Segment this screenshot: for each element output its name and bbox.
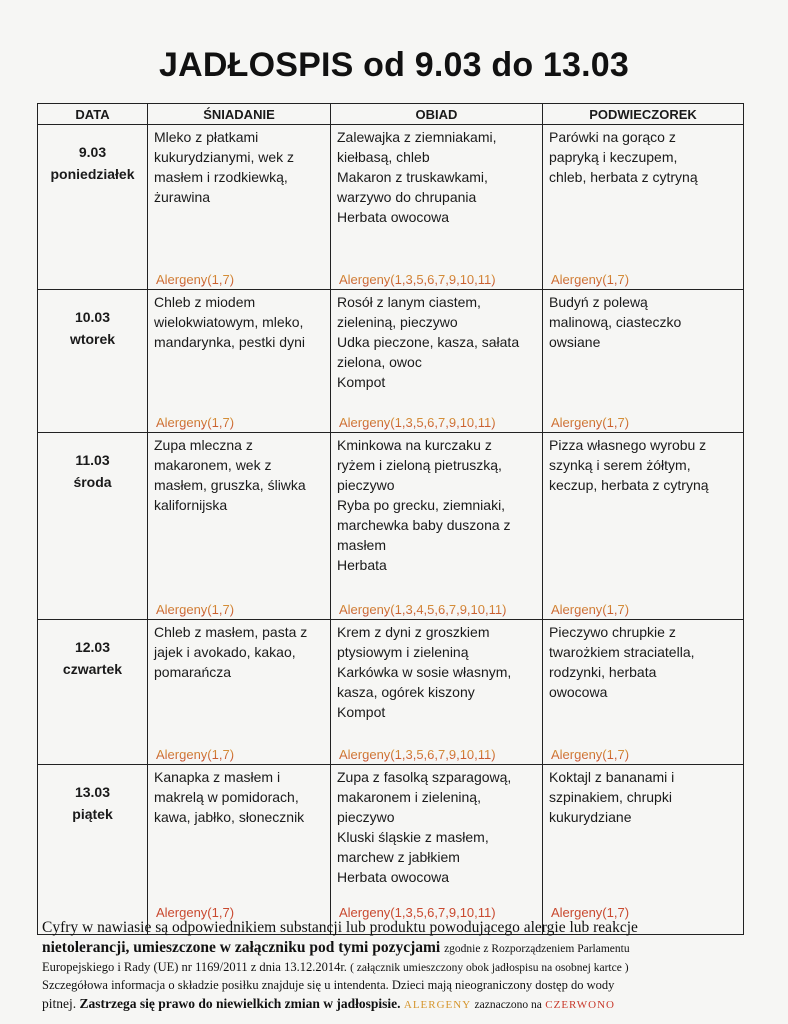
breakfast-text: Zupa mleczna z makaronem, wek z masłem, gruszka, śliwka kalifornijska <box>154 437 306 513</box>
snack-text: Parówki na gorąco z papryką i keczupem, chleb, herbata z cytryną <box>549 129 698 185</box>
weekday: czwartek <box>62 661 123 677</box>
snack-allergens: Alergeny(1,7) <box>551 272 630 287</box>
day-row-tuesday <box>38 290 744 433</box>
snack-cell <box>543 765 744 935</box>
lunch-text: Zupa z fasolką szparagową, makaronem i zieleniną, pieczywo Kluski śląskie z masłem, marchew z jabłkiem Herbata owocowa <box>337 769 512 885</box>
lunch-text: Krem z dyni z groszkiem ptysiowym i zieleniną Karkówka w sosie własnym, kasza, ogórek kiszony Kompot <box>337 624 512 720</box>
header-lunch: OBIAD <box>331 104 543 125</box>
footer-line-2b: zgodnie z Rozporządzeniem Parlamentu <box>444 943 630 955</box>
breakfast-cell <box>148 125 331 290</box>
footer-line-5c: zaznaczono na <box>474 999 542 1011</box>
header-snack: PODWIECZOREK <box>543 104 744 125</box>
snack-cell <box>543 125 744 290</box>
date: 10.03 <box>74 309 111 325</box>
lunch-allergens: Alergeny(1,3,4,5,6,7,9,10,11) <box>339 602 507 617</box>
snack-allergens: Alergeny(1,7) <box>551 905 630 920</box>
footer-line-5a: pitnej. <box>42 996 77 1011</box>
breakfast-cell <box>148 765 331 935</box>
lunch-text: Rosół z lanym ciastem, zieleniną, pieczywo Udka pieczone, kasza, sałata zielona, owoc Kompot <box>337 294 520 390</box>
breakfast-text: Chleb z miodem wielokwiatowym, mleko, mandarynka, pestki dyni <box>154 294 305 350</box>
footer-line-3a: Europejskiego i Rady (UE) nr 1169/2011 z dnia 13.12.2014r. <box>42 960 347 974</box>
snack-allergens: Alergeny(1,7) <box>551 415 630 430</box>
date: 12.03 <box>74 639 111 655</box>
date: 9.03 <box>78 144 107 160</box>
snack-allergens: Alergeny(1,7) <box>551 602 630 617</box>
snack-text: Pieczywo chrupkie z twarożkiem straciatella, rodzynki, herbata owocowa <box>549 624 695 700</box>
header-breakfast: ŚNIADANIE <box>148 104 331 125</box>
date-cell <box>38 433 148 620</box>
date-cell <box>38 125 148 290</box>
day-row-wednesday <box>38 433 744 620</box>
snack-text: Koktajl z bananami i szpinakiem, chrupki kukurydziane <box>549 769 675 825</box>
date-cell <box>38 765 148 935</box>
footer-note <box>42 918 742 1015</box>
menu-table <box>37 103 744 935</box>
breakfast-cell <box>148 620 331 765</box>
lunch-allergens: Alergeny(1,3,5,6,7,9,10,11) <box>339 272 496 287</box>
lunch-cell <box>331 290 543 433</box>
breakfast-cell <box>148 433 331 620</box>
lunch-allergens: Alergeny(1,3,5,6,7,9,10,11) <box>339 747 496 762</box>
footer-line-3 <box>42 959 742 977</box>
lunch-text: Zalewajka z ziemniakami, kiełbasą, chleb Makaron z truskawkami, warzywo do chrupania Herbata owocowa <box>337 129 497 225</box>
lunch-cell <box>331 765 543 935</box>
weekday: piątek <box>72 806 113 822</box>
breakfast-text: Chleb z masłem, pasta z jajek i avokado, kakao, pomarańcza <box>154 624 308 680</box>
breakfast-allergens: Alergeny(1,7) <box>156 905 235 920</box>
day-row-friday <box>38 765 744 935</box>
footer-line-2 <box>42 938 742 959</box>
breakfast-text: Kanapka z masłem i makrelą w pomidorach, kawa, jabłko, słonecznik <box>154 769 305 825</box>
red-word: CZERWONO <box>545 999 615 1011</box>
breakfast-text: Mleko z płatkami kukurydzianymi, wek z masłem i rzodkiewką, żurawina <box>154 129 295 205</box>
date-cell <box>38 290 148 433</box>
breakfast-allergens: Alergeny(1,7) <box>156 747 235 762</box>
footer-line-2a: nietolerancji, umieszczone w załączniku pod tymi pozycjami <box>42 939 441 956</box>
footer-line-5 <box>42 994 742 1015</box>
breakfast-cell <box>148 290 331 433</box>
lunch-cell <box>331 433 543 620</box>
header-date: DATA <box>38 104 148 125</box>
day-row-thursday <box>38 620 744 765</box>
lunch-allergens: Alergeny(1,3,5,6,7,9,10,11) <box>339 415 496 430</box>
footer-line-3b: ( załącznik umieszczony obok jadłospisu na osobnej kartce ) <box>350 962 629 974</box>
date: 13.03 <box>74 784 111 800</box>
breakfast-allergens: Alergeny(1,7) <box>156 272 235 287</box>
lunch-text: Kminkowa na kurczaku z ryżem i zieloną pietruszką, pieczywo Ryba po grecku, ziemniaki, marchewka baby duszona z masłem Herbata <box>337 437 511 573</box>
footer-line-4: Szczegółowa informacja o składzie posiłku znajduje się u intendenta. Dzieci mają nieograniczony dostęp do wody <box>42 978 615 992</box>
header-row <box>38 104 744 125</box>
breakfast-allergens: Alergeny(1,7) <box>156 415 235 430</box>
lunch-allergens: Alergeny(1,3,5,6,7,9,10,11) <box>339 905 496 920</box>
footer-line-5b: Zastrzega się prawo do niewielkich zmian w jadłospisie. <box>79 996 401 1011</box>
snack-text: Pizza własnego wyrobu z szynką i serem żółtym, keczup, herbata z cytryną <box>549 437 709 493</box>
weekday: poniedziałek <box>50 166 135 182</box>
lunch-cell <box>331 125 543 290</box>
snack-cell <box>543 620 744 765</box>
breakfast-allergens: Alergeny(1,7) <box>156 602 235 617</box>
snack-cell <box>543 290 744 433</box>
day-row-monday <box>38 125 744 290</box>
date-cell <box>38 620 148 765</box>
date: 11.03 <box>75 452 110 468</box>
weekday: środa <box>73 474 112 490</box>
lunch-cell <box>331 620 543 765</box>
snack-cell <box>543 433 744 620</box>
footer-line-1: Cyfry w nawiasie są odpowiednikiem substancji lub produktu powodującego alergie lub reakcje <box>42 919 638 936</box>
weekday: wtorek <box>69 331 116 347</box>
page-title: JADŁOSPIS od 9.03 do 13.03 <box>158 46 630 84</box>
snack-text: Budyń z polewą malinową, ciasteczko owsiane <box>549 294 682 350</box>
allergeny-word: ALERGENY <box>403 999 472 1011</box>
snack-allergens: Alergeny(1,7) <box>551 747 630 762</box>
